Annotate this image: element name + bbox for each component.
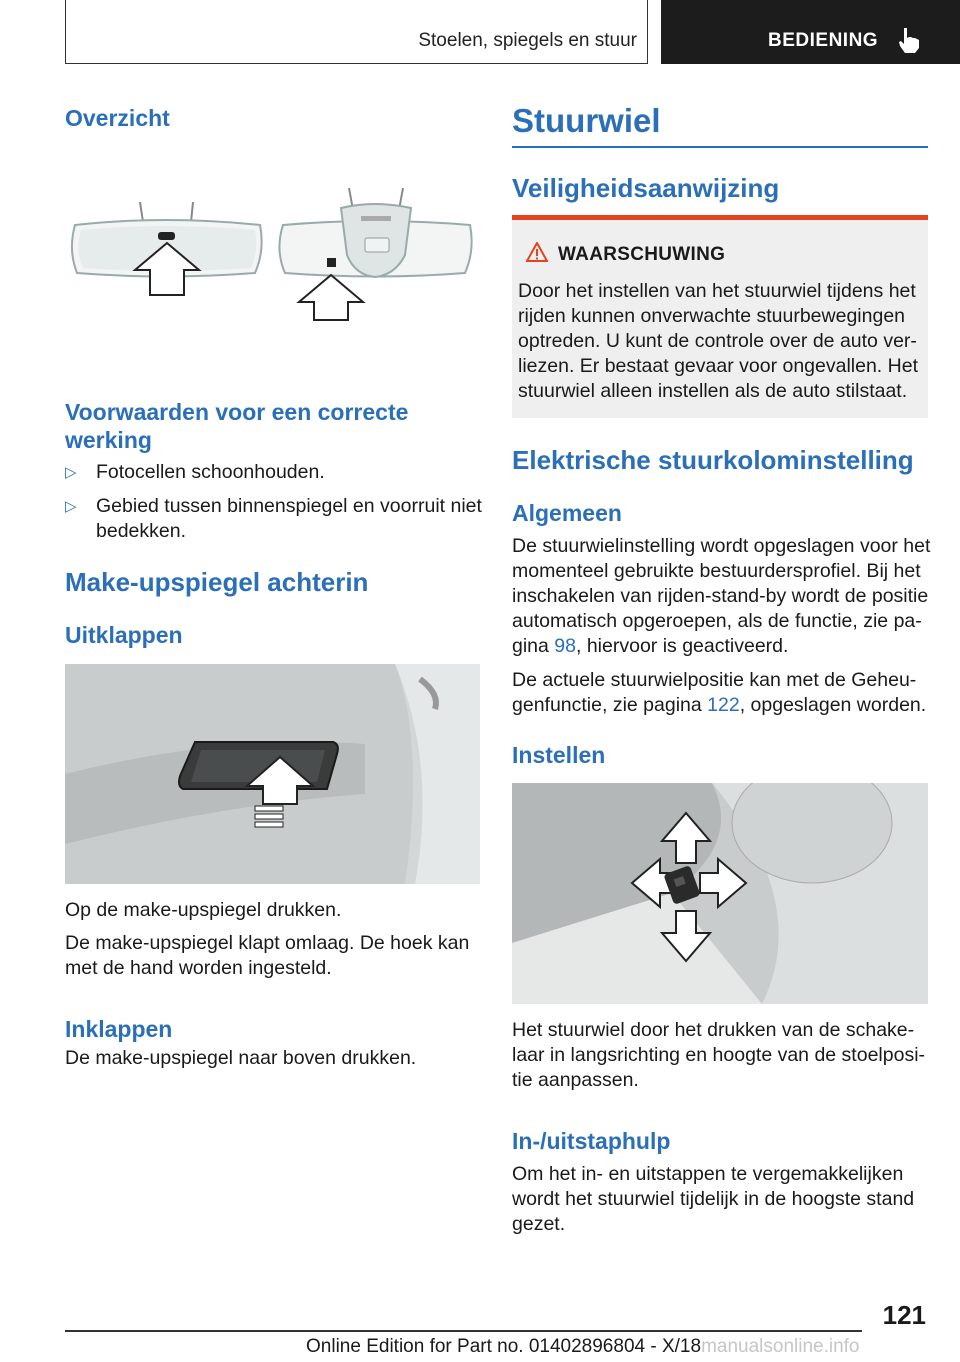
steering-column-switch-photo: [512, 783, 928, 1004]
actual-position-text: [512, 668, 942, 718]
warning-label: WAARSCHUWING: [558, 244, 726, 265]
footer-edition: [306, 1336, 860, 1358]
unfold-heading: Uitklappen: [65, 622, 183, 648]
steering-wheel-heading: Stuurwiel: [512, 102, 661, 139]
adjust-heading: Instellen: [512, 742, 606, 768]
unfold-text-1: Op de make-upspiegel drukken.: [65, 899, 342, 921]
page-number: 121: [882, 1300, 926, 1330]
electric-column-heading: Elektrische stuurkolominstelling: [512, 445, 914, 475]
general-line: automatisch opgeroepen, als de functie, zie pa-: [512, 610, 922, 632]
actual-line2-start: genfunctie, zie pagina: [512, 694, 708, 716]
adjust-line: laar in langsrichting en hoogte van de stoelposi-: [512, 1044, 926, 1066]
actual-line: [512, 693, 942, 718]
pointing-hand-icon: [896, 26, 922, 54]
conditions-heading-line2: werking: [65, 427, 152, 453]
heading-rule: [512, 146, 928, 148]
general-text: [512, 534, 942, 659]
warning-line: liezen. Er bestaat gevaar voor ongevallen. Het: [518, 355, 918, 377]
adjust-line: tie aanpassen.: [512, 1069, 639, 1091]
overview-heading: Overzicht: [65, 105, 170, 131]
general-line: momenteel gebruikte bestuurdersprofiel. Bij het: [512, 560, 921, 582]
watermark-text: manualsonline.info: [701, 1336, 860, 1357]
general-line5-end: , hiervoor is geactiveerd.: [576, 635, 789, 657]
entry-line: wordt het stuurwiel tijdelijk in de hoogste stand: [512, 1188, 915, 1210]
adjust-text: [512, 1018, 942, 1093]
bullet-triangle-icon: ▷: [65, 464, 77, 481]
general-line5-start: gina: [512, 635, 555, 657]
header-chapter-title: BEDIENING: [768, 30, 879, 51]
warning-triangle-icon: [526, 242, 548, 262]
unfold-text-2-line2: met de hand worden ingesteld.: [65, 957, 332, 979]
warning-line: stuurwiel alleen instellen als de auto stilstaat.: [518, 380, 908, 402]
bullet-text: Fotocellen schoonhouden.: [96, 461, 325, 483]
fold-heading: Inklappen: [65, 1016, 173, 1042]
entry-line: gezet.: [512, 1213, 566, 1235]
header-section-title: Stoelen, spiegels en stuur: [418, 30, 637, 51]
general-heading: Algemeen: [512, 500, 622, 526]
entry-aid-text: [512, 1162, 942, 1237]
fold-text: De make-upspiegel naar boven drukken.: [65, 1047, 417, 1069]
conditions-heading: [65, 398, 408, 454]
adjust-line: Het stuurwiel door het drukken van de schake-: [512, 1019, 915, 1041]
safety-heading: Veiligheidsaanwijzing: [512, 173, 780, 203]
header-section-box: [65, 0, 648, 64]
unfold-text-2: [65, 931, 469, 981]
bullet-text-cont: bedekken.: [96, 520, 186, 542]
entry-aid-heading: In-/uitstaphulp: [512, 1128, 671, 1154]
warning-line: optreden. U kunt de controle over de auto ver-: [518, 330, 917, 352]
page-link-98[interactable]: 98: [554, 635, 576, 657]
rearview-mirror-illustration: [65, 180, 480, 325]
page-link-122[interactable]: 122: [707, 694, 740, 716]
header-chapter-box: [661, 0, 960, 64]
entry-line: Om het in- en uitstappen te vergemakkelijken: [512, 1163, 904, 1185]
makeup-mirror-photo: [65, 664, 480, 884]
general-line: De stuurwielinstelling wordt opgeslagen voor het: [512, 535, 931, 557]
general-line: [512, 634, 942, 659]
general-line: inschakelen van rijden-stand-by wordt de positie: [512, 585, 929, 607]
makeup-mirror-heading: Make-upspiegel achterin: [65, 567, 369, 597]
warning-box: [512, 215, 928, 418]
bullet-triangle-icon: ▷: [65, 498, 77, 515]
conditions-heading-line1: Voorwaarden voor een correcte: [65, 399, 409, 425]
warning-line: Door het instellen van het stuurwiel tijdens het: [518, 280, 916, 302]
unfold-text-2-line1: De make-upspiegel klapt omlaag. De hoek kan: [65, 932, 470, 954]
edition-text: Online Edition for Part no. 01402896804 - X/18: [306, 1336, 702, 1357]
actual-line: De actuele stuurwielpositie kan met de Geheu-: [512, 669, 917, 691]
footer-rule: [65, 1330, 862, 1332]
warning-text: [518, 279, 928, 404]
actual-line2-end: , opgeslagen worden.: [739, 694, 927, 716]
bullet-text: Gebied tussen binnenspiegel en voorruit niet: [96, 495, 482, 517]
warning-line: rijden kunnen onverwachte stuurbewegingen: [518, 305, 906, 327]
